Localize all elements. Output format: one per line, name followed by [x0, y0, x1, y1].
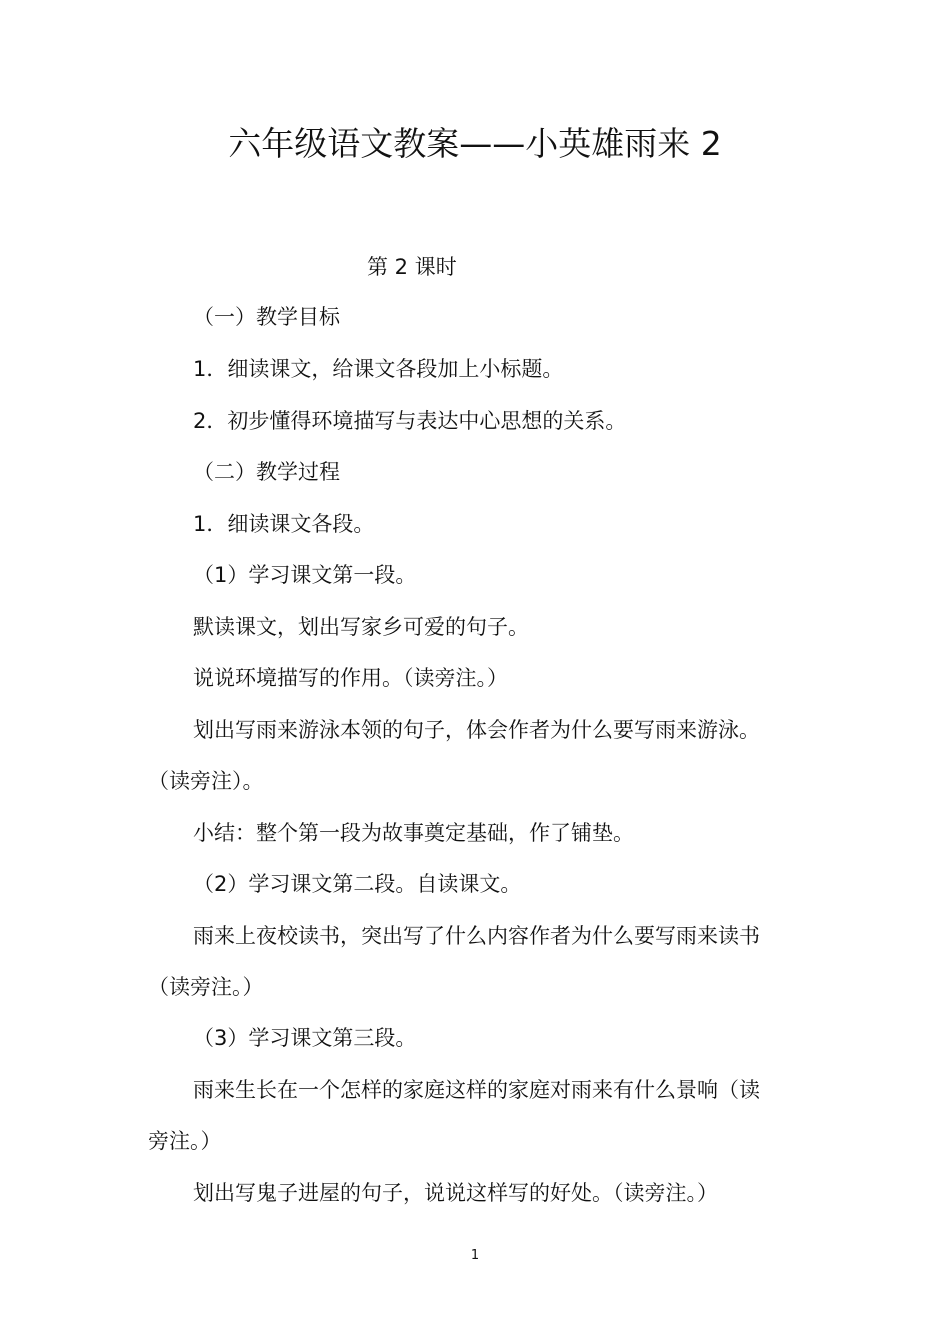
paragraph: 划出写鬼子进屋的句子，说说这样写的好处。（读旁注。） — [193, 1181, 718, 1205]
paragraph-continuation: （读旁注。） — [148, 975, 264, 999]
paragraph-continuation: 旁注。） — [148, 1129, 222, 1153]
section-heading-process: （二）教学过程 — [193, 460, 340, 484]
page-number: 1 — [470, 1248, 480, 1263]
process-step-1: 1．细读课文各段。 — [193, 512, 375, 536]
objective-item-1: 1．细读课文，给课文各段加上小标题。 — [193, 357, 564, 381]
paragraph: 划出写雨来游泳本领的句子，体会作者为什么要写雨来游泳。 — [193, 718, 760, 742]
document-title: 六年级语文教案——小英雄雨来 2 — [228, 124, 722, 163]
paragraph: 雨来上夜校读书，突出写了什么内容作者为什么要写雨来读书 — [193, 924, 760, 948]
summary-paragraph: 小结：整个第一段为故事奠定基础，作了铺垫。 — [193, 821, 634, 845]
subsection-part-2: （2）学习课文第二段。自读课文。 — [193, 872, 522, 896]
subsection-part-1: （1）学习课文第一段。 — [193, 563, 417, 587]
subsection-part-3: （3）学习课文第三段。 — [193, 1026, 417, 1050]
paragraph: 默读课文，划出写家乡可爱的句子。 — [193, 615, 529, 639]
lesson-label: 第 2 课时 — [367, 255, 457, 279]
objective-item-2: 2．初步懂得环境描写与表达中心思想的关系。 — [193, 409, 627, 433]
paragraph-continuation: （读旁注）。 — [148, 769, 264, 793]
section-heading-objectives: （一）教学目标 — [193, 305, 340, 329]
paragraph: 雨来生长在一个怎样的家庭这样的家庭对雨来有什么景响（读 — [193, 1078, 760, 1102]
paragraph: 说说环境描写的作用。（读旁注。） — [193, 666, 508, 690]
